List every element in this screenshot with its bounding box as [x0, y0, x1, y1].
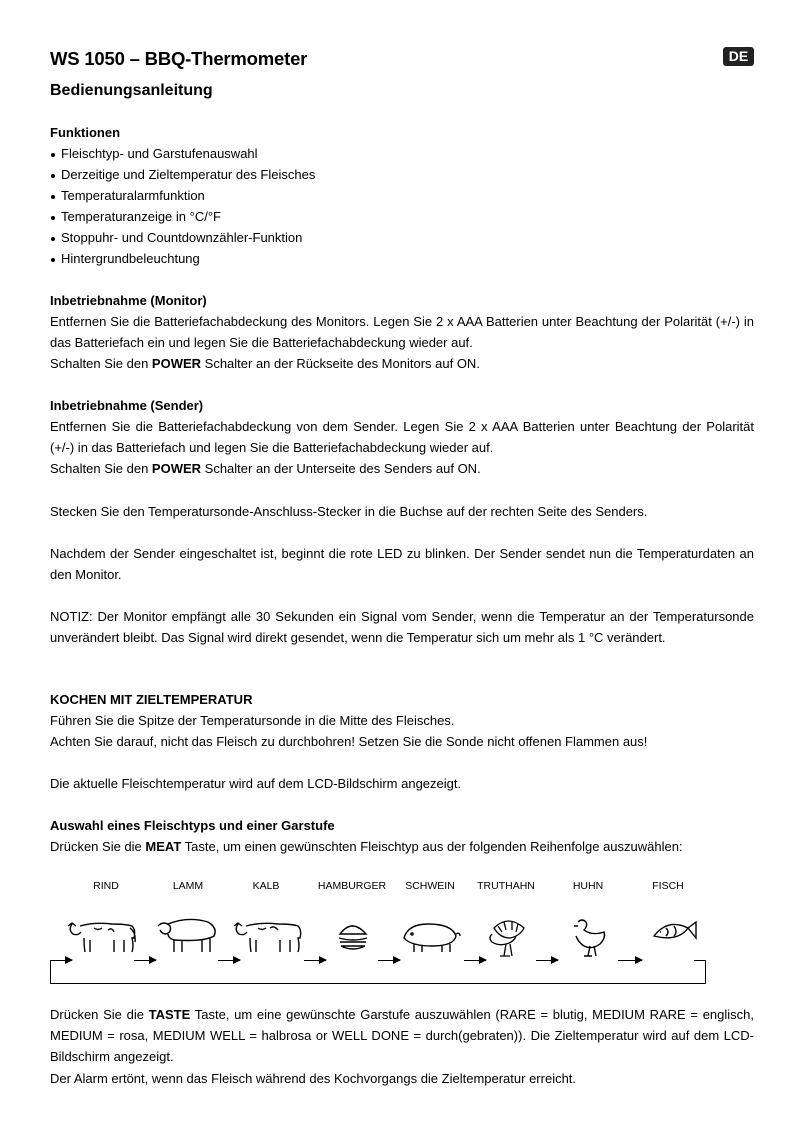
- arrow-icon: [218, 960, 240, 961]
- arrow-icon: [50, 960, 72, 961]
- cooking-heading: KOCHEN MIT ZIELTEMPERATUR: [50, 692, 253, 707]
- loop-line-left: [50, 960, 51, 984]
- meat-keyword: MEAT: [145, 839, 182, 854]
- arrow-icon: [134, 960, 156, 961]
- list-item: Hintergrundbeleuchtung: [50, 248, 754, 269]
- cooking-line-1: Führen Sie die Spitze der Temperatursonde in die Mitte des Fleisches.: [50, 713, 455, 728]
- sheep-icon: [156, 916, 220, 956]
- arrow-icon: [304, 960, 326, 961]
- chicken-icon: [570, 916, 612, 960]
- turkey-icon: [486, 916, 530, 964]
- text: Drücken Sie die: [50, 839, 146, 854]
- meat-selection-intro: [50, 836, 754, 857]
- meat-label-rind: RIND: [93, 880, 119, 892]
- calf-icon: [230, 916, 308, 956]
- meat-selection-section: [50, 815, 754, 857]
- meat-selection-heading: Auswahl eines Fleischtyps und einer Garstufe: [50, 818, 335, 833]
- page-title: WS 1050 – BBQ-Thermometer: [50, 48, 308, 69]
- probe-text: Stecken Sie den Temperatursonde-Anschluss-Stecker in die Buchse auf der rechten Seite des Senders.: [50, 504, 648, 519]
- meat-label-huhn: HUHN: [572, 880, 604, 892]
- functions-list: [50, 143, 754, 269]
- meat-label-fisch: FISCH: [652, 880, 684, 892]
- doneness-text: [50, 1004, 754, 1067]
- functions-heading: Funktionen: [50, 125, 121, 140]
- power-keyword: POWER: [151, 356, 202, 371]
- loop-line-right-top: [694, 960, 706, 961]
- setup-monitor-section: [50, 290, 754, 374]
- arrow-icon: [618, 960, 642, 961]
- setup-sender-text: Entfernen Sie die Batteriefachabdeckung von dem Sender. Legen Sie 2 x AAA Batterien unter Beachtung der Polarität (+/-) in das Batteriefach und legen Sie die Batteriefachabdeckung wieder auf.: [50, 419, 754, 455]
- meat-type-cycle-diagram: [50, 876, 754, 986]
- setup-sender-section: [50, 395, 754, 479]
- meat-label-hamburger: HAMBURGER: [317, 880, 387, 892]
- list-item: Stoppuhr- und Countdownzähler-Funktion: [50, 227, 754, 248]
- taste-keyword: TASTE: [148, 1007, 191, 1022]
- setup-monitor-power-text: [50, 353, 754, 374]
- functions-section: [50, 122, 754, 269]
- list-item: Derzeitige und Zieltemperatur des Fleisches: [50, 164, 754, 185]
- meat-label-lamm: LAMM: [172, 880, 204, 892]
- setup-monitor-text: Entfernen Sie die Batteriefachabdeckung des Monitors. Legen Sie 2 x AAA Batterien unter Beachtung der Polarität (+/-) in das Batteriefach ein und legen Sie die Batteriefachabdeckung wieder auf.: [50, 314, 754, 350]
- meat-label-truthahn: TRUTHAHN: [477, 880, 535, 892]
- loop-line-right: [705, 960, 706, 984]
- list-item: Temperaturalarmfunktion: [50, 185, 754, 206]
- text: Drücken Sie die: [50, 1007, 149, 1022]
- cooking-line-3: Die aktuelle Fleischtemperatur wird auf dem LCD-Bildschirm angezeigt.: [50, 776, 462, 791]
- hamburger-icon: [336, 916, 370, 956]
- arrow-icon: [536, 960, 558, 961]
- text: Schalter an der Unterseite des Senders auf ON.: [201, 461, 481, 476]
- arrow-icon: [378, 960, 400, 961]
- text: Schalten Sie den: [50, 461, 152, 476]
- note-text: NOTIZ: Der Monitor empfängt alle 30 Sekunden ein Signal vom Sender, wenn die Temperatur an der Temperatursonde unverändert bleibt. Das Signal wird direkt gesendet, wenn die Temperatur sich um mehr als 1 °C verändert.: [50, 609, 754, 645]
- setup-monitor-heading: Inbetriebnahme (Monitor): [50, 293, 207, 308]
- meat-label-kalb: KALB: [252, 880, 280, 892]
- text: Schalten Sie den: [50, 356, 152, 371]
- power-keyword: POWER: [151, 461, 202, 476]
- text: Taste, um einen gewünschten Fleischtyp aus der folgenden Reihenfolge auszuwählen:: [181, 839, 683, 854]
- setup-sender-heading: Inbetriebnahme (Sender): [50, 398, 204, 413]
- cooking-line-2: Achten Sie darauf, nicht das Fleisch zu durchbohren! Setzen Sie die Sonde nicht offenen Flammen aus!: [50, 734, 648, 749]
- loop-line-bottom: [50, 983, 706, 984]
- cow-icon: [64, 916, 142, 956]
- list-item: Temperaturanzeige in °C/°F: [50, 206, 754, 227]
- fish-icon: [648, 916, 700, 946]
- arrow-icon: [464, 960, 486, 961]
- led-text: Nachdem der Sender eingeschaltet ist, beginnt die rote LED zu blinken. Der Sender sendet nun die Temperaturdaten an den Monitor.: [50, 546, 754, 582]
- setup-sender-power-text: [50, 458, 754, 479]
- cooking-section: [50, 689, 754, 794]
- meat-label-schwein: SCHWEIN: [405, 880, 455, 892]
- list-item: Fleischtyp- und Garstufenauswahl: [50, 143, 754, 164]
- page-subtitle: Bedienungsanleitung: [50, 82, 213, 99]
- text: Schalter an der Rückseite des Monitors auf ON.: [201, 356, 480, 371]
- alarm-text: Der Alarm ertönt, wenn das Fleisch während des Kochvorgangs die Zieltemperatur erreicht.: [50, 1071, 577, 1086]
- language-badge: DE: [723, 47, 754, 66]
- pig-icon: [400, 916, 464, 956]
- manual-page: [50, 44, 755, 1086]
- text: Taste, um eine gewünschte Garstufe auszuwählen (RARE = blutig, MEDIUM RARE = englisch, MEDIUM = rosa, MEDIUM WELL = halbrosa or WELL DONE = durch(gebraten)). Die Zieltemperatur wird auf dem LCD-Bildschirm angezeigt.: [50, 1007, 755, 1064]
